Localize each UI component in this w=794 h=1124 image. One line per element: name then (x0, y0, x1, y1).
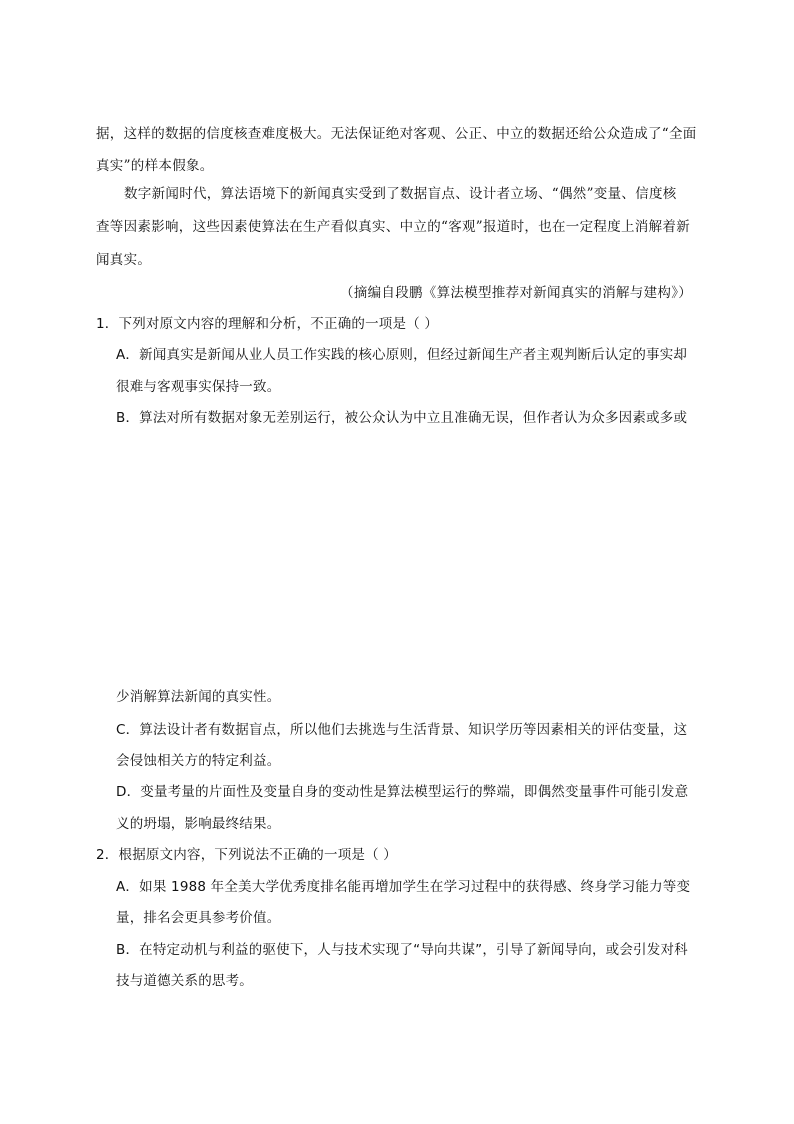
passage-line: 查等因素影响，这些因素使算法在生产看似真实、中立的“客观”报道时，也在一定程度上消解着新 (96, 219, 691, 235)
q1-option-a: A．新闻真实是新闻从业人员工作实践的核心原则，但经过新闻生产者主观判断后认定的事实却 (116, 347, 688, 363)
passage-line: 真实”的样本假象。 (96, 158, 214, 174)
passage-line: 据，这样的数据的信度核查难度极大。无法保证绝对客观、公正、中立的数据还给公众造成了“全面 (96, 126, 697, 142)
q2-option-b: B．在特定动机与利益的驱使下，人与技术实现了“导向共谋”，引导了新闻导向，或会引发对科 (116, 942, 688, 958)
q2-option-b-cont: 技与道德关系的思考。 (116, 973, 253, 989)
passage-source: （摘编自段鹏《算法模型推荐对新闻真实的消解与建构》） (340, 285, 693, 301)
q1-option-a-cont: 很难与客观事实保持一致。 (116, 379, 281, 395)
q1-option-d: D．变量考量的片面性及变量自身的变动性是算法模型运行的弊端，即偶然变量事件可能引发意 (116, 784, 689, 800)
q2-option-a-cont: 量，排名会更具参考价值。 (116, 910, 281, 926)
question-2-stem: 2．根据原文内容，下列说法不正确的一项是（ ） (96, 847, 397, 863)
question-1-stem: 1．下列对原文内容的理解和分析，不正确的一项是（ ） (96, 316, 439, 332)
passage-line: 闻真实。 (96, 252, 152, 268)
q1-option-c-cont: 会侵蚀相关方的特定利益。 (116, 753, 281, 769)
q1-option-b-cont: 少消解算法新闻的真实性。 (116, 689, 281, 705)
q2-option-a: A．如果 1988 年全美大学优秀度排名能再增加学生在学习过程中的获得感、终身学习能力等变 (116, 879, 691, 895)
q1-option-d-cont: 义的坍塌，影响最终结果。 (116, 816, 281, 832)
q1-option-b: B．算法对所有数据对象无差别运行，被公众认为中立且准确无误，但作者认为众多因素或多或 (116, 410, 688, 426)
passage-line: 数字新闻时代，算法语境下的新闻真实受到了数据盲点、设计者立场、“偶然”变量、信度核 (124, 186, 677, 202)
q1-option-c: C．算法设计者有数据盲点，所以他们去挑选与生活背景、知识学历等因素相关的评估变量，这 (116, 722, 688, 738)
